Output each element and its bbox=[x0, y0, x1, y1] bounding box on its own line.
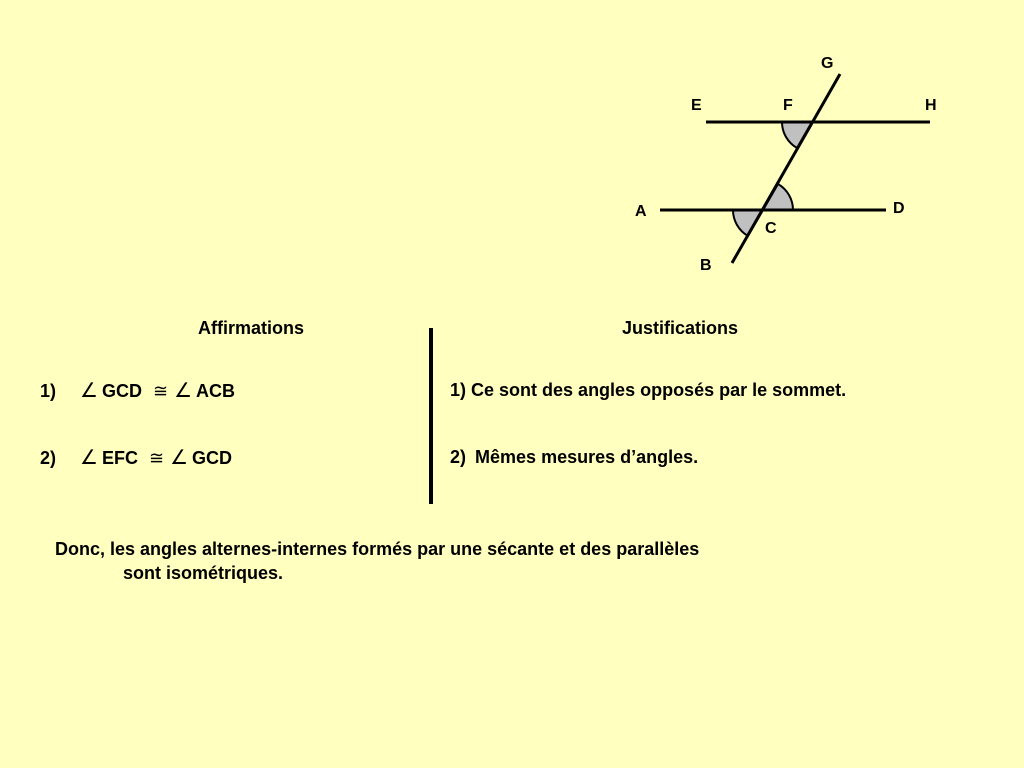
conclusion-line-2: sont isométriques. bbox=[123, 563, 284, 583]
justification-1 bbox=[450, 380, 846, 401]
angle-icon: ∠ bbox=[80, 447, 98, 469]
point-label-b: B bbox=[700, 257, 712, 274]
angle-efc-arc bbox=[782, 122, 812, 148]
conclusion-line-1: Donc, les angles alternes-internes formés par une sécante et des parallèles bbox=[55, 539, 700, 559]
point-label-f: F bbox=[783, 97, 793, 114]
affirmation-2-angle2: GCD bbox=[192, 448, 233, 468]
affirmation-2-number: 2) bbox=[40, 448, 57, 468]
angle-icon: ∠ bbox=[170, 447, 189, 469]
justification-2-number: 2) bbox=[450, 447, 467, 467]
affirmation-2-angle1: EFC bbox=[101, 448, 138, 468]
point-label-h: H bbox=[925, 97, 937, 114]
angle-gcd-arc bbox=[763, 184, 793, 210]
justification-1-text: Ce sont des angles opposés par le sommet. bbox=[471, 380, 847, 400]
justification-2-text: Mêmes mesures d’angles. bbox=[475, 447, 699, 467]
point-label-a: A bbox=[635, 203, 647, 220]
affirmation-2 bbox=[40, 445, 232, 470]
affirmation-1 bbox=[40, 378, 235, 403]
point-label-e: E bbox=[691, 97, 702, 114]
affirmation-1-angle1: GCD bbox=[101, 381, 142, 401]
affirmations-heading: Affirmations bbox=[198, 318, 305, 338]
angle-icon: ∠ bbox=[80, 380, 98, 402]
congruent-icon: ≅ bbox=[149, 448, 165, 468]
justification-2 bbox=[450, 447, 698, 468]
point-label-c: C bbox=[765, 220, 777, 237]
justification-1-number: 1) bbox=[450, 380, 467, 400]
point-label-d: D bbox=[893, 200, 905, 217]
justifications-heading: Justifications bbox=[622, 318, 739, 338]
conclusion bbox=[55, 537, 935, 585]
congruent-icon: ≅ bbox=[153, 381, 169, 401]
affirmation-1-number: 1) bbox=[40, 381, 57, 401]
column-divider bbox=[429, 328, 433, 504]
angle-icon: ∠ bbox=[174, 380, 193, 402]
affirmation-1-angle2: ACB bbox=[196, 381, 236, 401]
point-label-g: G bbox=[821, 55, 834, 72]
